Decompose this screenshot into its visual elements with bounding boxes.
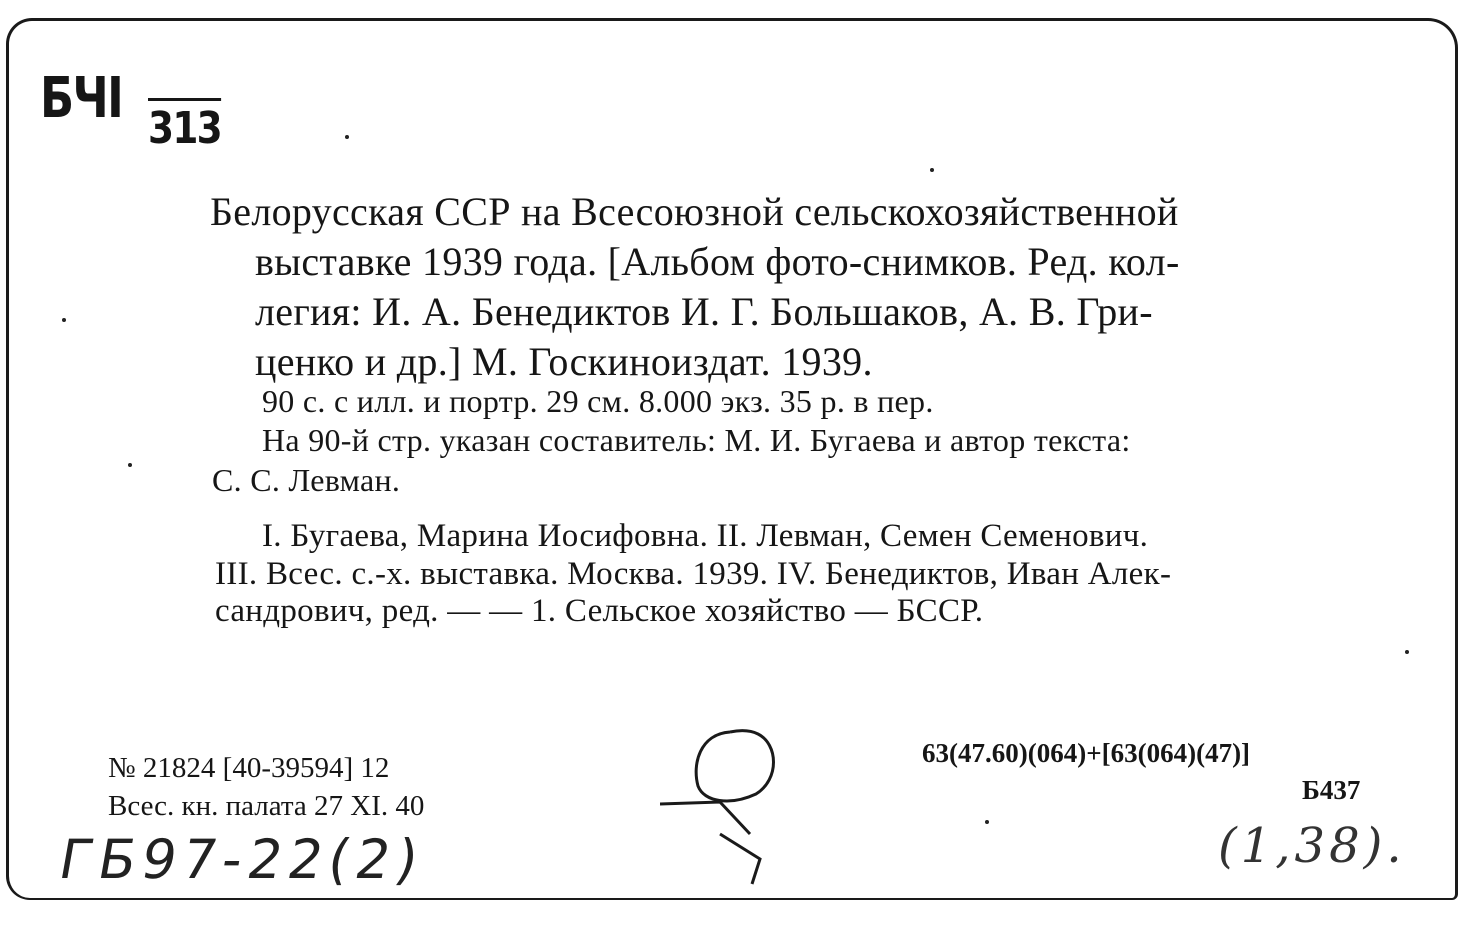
registry-number: № 21824 [40-39594] 12 bbox=[108, 752, 390, 784]
note-line-2: С. С. Левман. bbox=[212, 462, 401, 498]
author-mark: Б437 bbox=[1302, 775, 1361, 805]
shelf-mark: БЧI bbox=[40, 66, 123, 131]
tracing-line-3: сандрович, ред. — — 1. Сельское хозяйство — БССР. bbox=[215, 593, 984, 629]
ink-speck bbox=[128, 463, 132, 467]
ink-speck bbox=[930, 168, 934, 172]
title-line-2: выставке 1939 года. [Альбом фото-снимков. Ред. кол- bbox=[255, 239, 1180, 284]
tracing-line-2: III. Всес. с.-х. выставка. Москва. 1939. IV. Бенедиктов, Иван Алек- bbox=[215, 556, 1172, 592]
ink-speck bbox=[345, 135, 349, 139]
title-line-1: Белорусская ССР на Всесоюзной сельскохозяйственной bbox=[210, 189, 1179, 234]
tracing-line-1: I. Бугаева, Марина Иосифовна. II. Левман, Семен Семенович. bbox=[262, 518, 1149, 554]
shelf-number: 313 bbox=[148, 98, 221, 154]
handwritten-price: (1,38). bbox=[1218, 818, 1406, 874]
note-line-1: На 90-й стр. указан составитель: М. И. Бугаева и автор текста: bbox=[262, 422, 1131, 458]
library-stamp-mark bbox=[660, 724, 790, 894]
title-line-3: легия: И. А. Бенедиктов И. Г. Большаков, А. В. Гри- bbox=[255, 289, 1153, 334]
ink-speck bbox=[985, 820, 989, 824]
classification-code: 63(47.60)(064)+[63(064)(47)] bbox=[922, 738, 1251, 768]
handwritten-inventory: ГБ97-22(2) bbox=[54, 828, 429, 891]
title-line-4: ценко и др.] М. Госкиноиздат. 1939. bbox=[255, 339, 873, 384]
physical-description: 90 с. с илл. и портр. 29 см. 8.000 экз. 35 р. в пер. bbox=[262, 383, 934, 419]
ink-speck bbox=[62, 318, 66, 322]
book-chamber: Всес. кн. палата 27 XI. 40 bbox=[108, 790, 425, 822]
ink-speck bbox=[1405, 650, 1409, 654]
